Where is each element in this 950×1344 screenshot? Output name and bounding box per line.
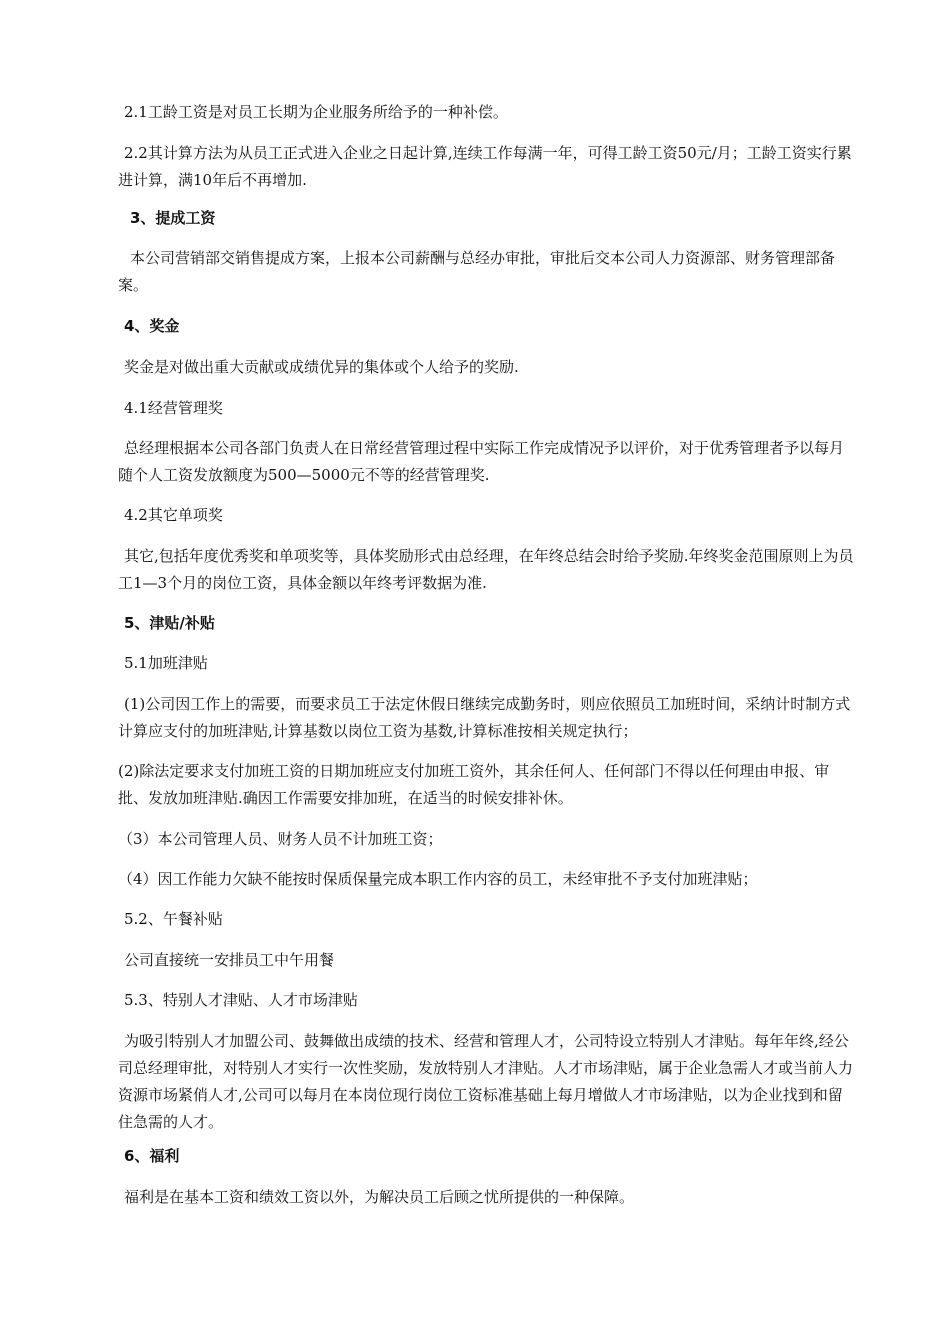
- paragraph: 为吸引特别人才加盟公司、鼓舞做出成绩的技术、经营和管理人才，公司特设立特别人才津贴。每年年终,经公司总经理审批，对特别人才实行一次性奖励，发放特别人才津贴。人才市场津贴，属于企业急需人才或当前人力资源市场紧俏人才,公司可以每月在本岗位现行岗位工资标准基础上每月增做人才市场津贴，以为企业找到和留住急需的人才。: [118, 1032, 854, 1131]
- section-heading: 3、提成工资: [130, 209, 216, 227]
- paragraph: 公司直接统一安排员工中午用餐: [124, 951, 335, 969]
- paragraph: 总经理根据本公司各部门负责人在日常经营管理过程中实际工作完成情况予以评价，对于优秀管理者予以每月随个人工资发放额度为500—5000元不等的经营管理奖.: [118, 439, 845, 484]
- subsection-heading: 5.2、午餐补贴: [124, 910, 223, 928]
- subsection-heading: 5.3、特别人才津贴、人才市场津贴: [124, 991, 358, 1009]
- subsection-heading: 4.2其它单项奖: [124, 506, 223, 524]
- paragraph: (2)除法定要求支付加班工资的日期加班应支付加班工资外，其余任何人、任何部门不得以任何理由申报、审批、发放加班津贴.确因工作需要安排加班，在适当的时候安排补休。: [118, 762, 830, 807]
- paragraph: 2.2其计算方法为从员工正式进入企业之日起计算,连续工作每满一年，可得工龄工资50元/月；工龄工资实行累进计算，满10年后不再增加.: [118, 144, 852, 189]
- paragraph: 其它,包括年度优秀奖和单项奖等，具体奖励形式由总经理，在年终总结会时给予奖励.年终奖金范围原则上为员工1—3个月的岗位工资，具体金额以年终考评数据为准.: [118, 547, 854, 592]
- section-heading: 5、津贴/补贴: [124, 614, 215, 632]
- paragraph: （4）因工作能力欠缺不能按时保质保量完成本职工作内容的员工，未经审批不予支付加班津贴；: [118, 870, 758, 888]
- section-heading: 6、福利: [124, 1147, 180, 1165]
- paragraph: (1)公司因工作上的需要，而要求员工于法定休假日继续完成勤务时，则应依照员工加班时间，采纳计时制方式计算应支付的加班津贴,计算基数以岗位工资为基数,计算标准按相关规定执行；: [118, 695, 851, 740]
- paragraph: 奖金是对做出重大贡献或成绩优异的集体或个人给予的奖励.: [124, 358, 519, 376]
- paragraph: 本公司营销部交销售提成方案，上报本公司薪酬与总经办审批，审批后交本公司人力资源部、财务管理部备案。: [118, 249, 836, 294]
- section-heading: 4、奖金: [124, 317, 180, 335]
- paragraph: 2.1工龄工资是对员工长期为企业服务所给予的一种补偿。: [124, 103, 508, 121]
- paragraph: （3）本公司管理人员、财务人员不计加班工资；: [118, 830, 443, 848]
- paragraph: 福利是在基本工资和绩效工资以外，为解决员工后顾之忧所提供的一种保障。: [124, 1188, 635, 1206]
- subsection-heading: 5.1加班津贴: [124, 654, 208, 672]
- subsection-heading: 4.1经营管理奖: [124, 399, 223, 417]
